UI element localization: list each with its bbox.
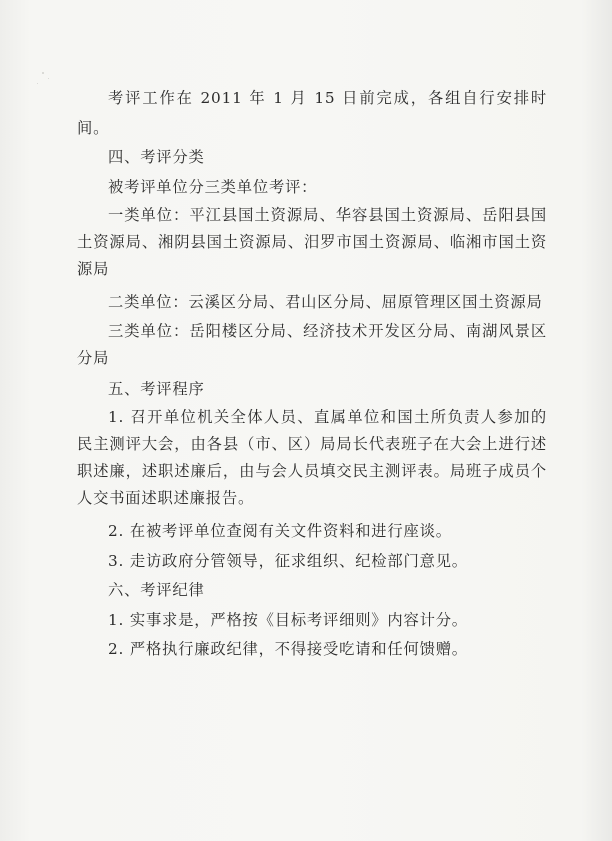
category-two-units: 二类单位：云溪区分局、君山区分局、屈原管理区国土资源局 (108, 293, 543, 311)
discipline-item-1: 1. 实事求是，严格按《目标考评细则》内容计分。 (108, 610, 468, 629)
discipline-item-2: 2. 严格执行廉政纪律，不得接受吃请和任何馈赠。 (108, 640, 468, 658)
classification-intro: 被考评单位分三类单位考评： (108, 177, 318, 196)
scan-speck (37, 83, 38, 84)
scan-speck (42, 72, 44, 74)
procedure-item-2: 2. 在被考评单位查阅有关文件资料和进行座谈。 (108, 522, 452, 540)
category-one-units: 一类单位：平江县国土资源局、华容县国土资源局、岳阳县国土资源局、湘阴县国土资源局、汨罗市国土资源局、临湘市国土资源局 (77, 206, 547, 278)
section-heading-procedure: 五、考评程序 (108, 379, 205, 398)
procedure-item-1: 1. 召开单位机关全体人员、直属单位和国土所负责人参加的民主测评大会，由各县（市、区）局局长代表班子在大会上进行述职述廉，述职述廉后，由与会人员填交民主测评表。局班子成员个人交书面述职述廉报告。 (77, 408, 547, 507)
document-body (77, 84, 547, 665)
procedure-item-3: 3. 走访政府分管领导，征求组织、纪检部门意见。 (108, 551, 468, 570)
completion-note: 考评工作在 2011 年 1 月 15 日前完成，各组自行安排时间。 (77, 89, 547, 137)
section-heading-classification: 四、考评分类 (108, 148, 205, 166)
category-three-units: 三类单位：岳阳楼区分局、经济技术开发区分局、南湖风景区分局 (77, 321, 547, 367)
section-heading-discipline: 六、考评纪律 (108, 581, 205, 599)
scan-speck (48, 78, 49, 79)
